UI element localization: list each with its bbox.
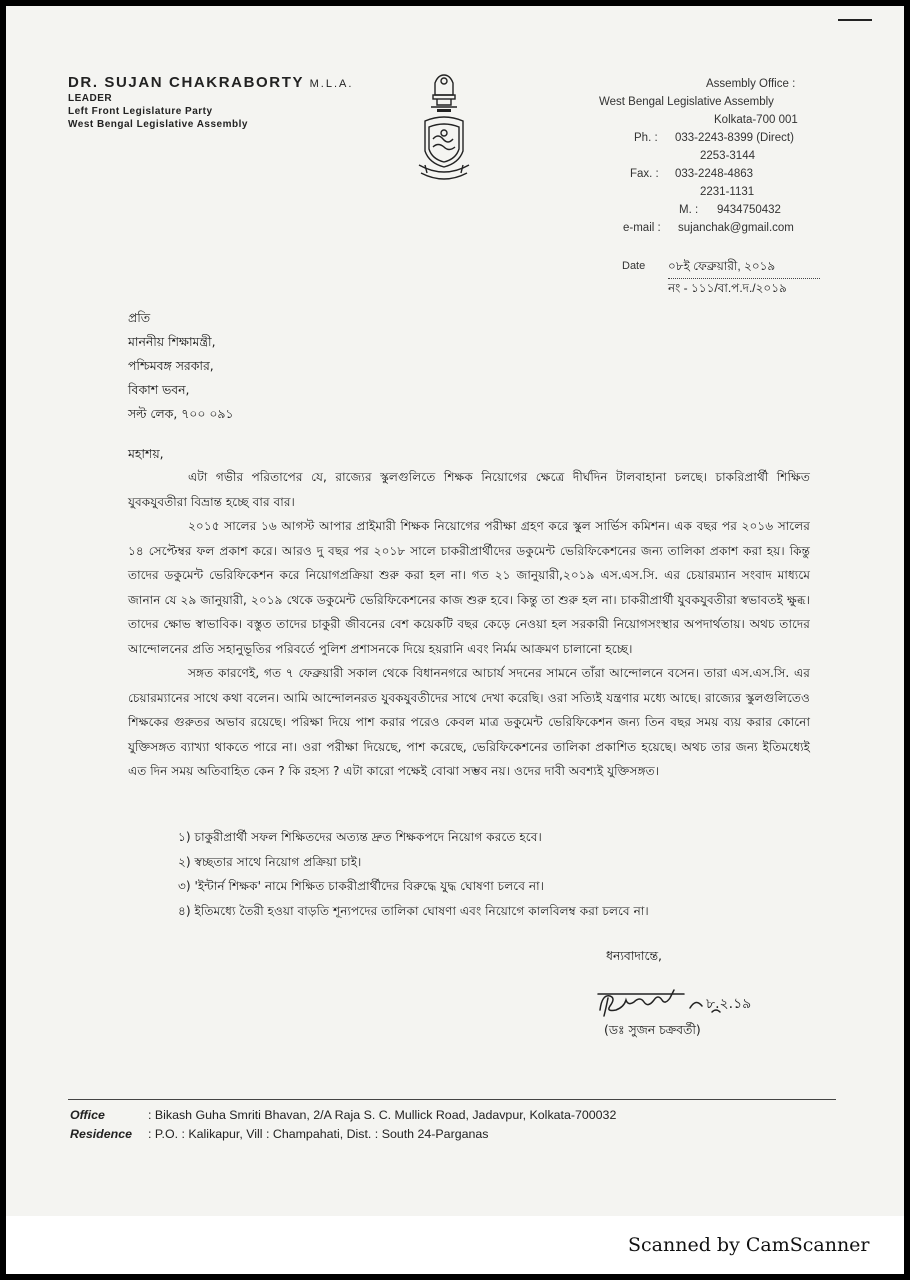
phone-label: Ph. : — [634, 132, 658, 144]
reference-number: নং - ১১১/বা.প.দ./২০১৯ — [668, 281, 787, 295]
signatory-name: (ডঃ সুজন চক্রবর্তী) — [604, 1022, 701, 1037]
letter-page — [6, 6, 904, 1274]
footer-divider — [68, 1099, 836, 1100]
fax-alt: 2231-1131 — [700, 186, 755, 198]
phone-alt: 2253-3144 — [700, 150, 755, 162]
recipient-address — [128, 306, 233, 426]
footer-residence-address: : P.O. : Kalikapur, Vill : Champahati, Dist. : South 24-Parganas — [148, 1127, 489, 1141]
camscanner-watermark: Scanned by CamScanner — [628, 1234, 870, 1256]
signature-date-text: ৮.২.১৯ — [706, 996, 752, 1012]
footer-office — [70, 1108, 616, 1122]
demand-item: ৩) 'ইন্টার্ন শিক্ষক' নামে শিক্ষিত চাকরীপ্রার্থীদের বিরুদ্ধে যুদ্ধ ঘোষণা চলবে না। — [178, 879, 545, 894]
paragraph: এটা গভীর পরিতাপের যে, রাজ্যের স্কুলগুলিতে শিক্ষক নিয়োগের ক্ষেত্রে দীর্ঘদিন টালবাহানা চলছে। চাকরিপ্রার্থী শিক্ষিত যুবকযুবতীরা বিভ্রান্ত হচ্ছে বার বার। — [128, 470, 810, 509]
address-line: মাননীয় শিক্ষামন্ত্রী, — [128, 334, 216, 349]
closing: ধন্যবাদান্তে, — [606, 948, 662, 963]
phone-direct: 033-2243-8399 (Direct) — [675, 132, 794, 144]
sender-name: DR. SUJAN CHAKRABORTY — [68, 74, 304, 91]
assembly-city: Kolkata-700 001 — [714, 114, 798, 126]
date-value: ০৮ই ফেব্রুয়ারী, ২০১৯ — [668, 258, 820, 279]
sender-party: Left Front Legislature Party — [68, 106, 213, 117]
demand-item: ১) চাকুরীপ্রার্থী সফল শিক্ষিতদের অত্যন্ত দ্রুত শিক্ষকপদে নিয়োগ করতে হবে। — [178, 830, 542, 844]
assembly-name: West Bengal Legislative Assembly — [599, 96, 774, 108]
date-label: Date — [622, 260, 646, 272]
sender-role: LEADER — [68, 93, 113, 104]
fax-primary: 033-2248-4863 — [675, 168, 754, 180]
address-line: সল্ট লেক, ৭০০ ০৯১ — [128, 406, 234, 421]
footer-residence — [70, 1127, 488, 1141]
mobile-label: M. : — [679, 204, 699, 216]
footer-residence-label: Residence — [70, 1127, 132, 1141]
letterhead-left — [68, 74, 353, 130]
date-block — [622, 259, 787, 295]
address-line: পশ্চিমবঙ্গ সরকার, — [128, 358, 214, 373]
signature-date — [706, 996, 751, 1012]
address-line: প্রতি — [128, 310, 151, 325]
fax-label: Fax. : — [630, 168, 659, 180]
demand-item: ২) স্বচ্ছতার সাথে নিয়োগ প্রক্রিয়া চাই। — [178, 854, 362, 869]
sender-assembly: West Bengal Legislative Assembly — [68, 119, 248, 130]
paragraph: সঙ্গত কারণেই, গত ৭ ফেব্রুয়ারী সকাল থেকে বিধাননগরে আচার্য সদনের সামনে তাঁরা আন্দোলনে বসেন। তারা এস.এস.সি. এর চেয়ারম্যানের সাথে কথা বলেন। আমি আন্দোলনরত যুবকযুবতীদের সাথে দেখা করেছি। ওরা সত্যিই যন্ত্রণার মধ্যে আছে। রাজ্যের স্কুলগুলিতেও শিক্ষকের গুরুতর অভাব রয়েছে। পরিক্ষা দিয়ে পাশ করার পরেও কেবল মাত্র ডকুমেন্ট ভেরিফিকেশন জন্য তিন বছর সময় ব্যয় করার কোনো যুক্তিসঙ্গত ব্যাখ্যা থাকতে পারে না। ওরা পরীক্ষা দিয়েছে, পাশ করেছে, ভেরিফিকেশনের তালিকা প্রকাশিত হয়েছে। অথচ তার জন্য ইতিমধ্যেই এত দিন সময় অতিবাহিত কেন ? কি রহস্য ? এটা কারো পক্ষেই বোঝা সম্ভব নয়। ওদের দাবী অবশ্যই যুক্তিসঙ্গত। — [128, 666, 810, 778]
demand-item: ৪) ইতিমধ্যে তৈরী হওয়া বাড়তি শূন্যপদের তালিকা ঘোষণা এবং নিয়োগে কালবিলম্ব করা চলবে না। — [178, 903, 649, 918]
office-label: Assembly Office : — [706, 78, 796, 90]
demand-list — [178, 825, 649, 923]
mobile-number: 9434750432 — [717, 204, 781, 216]
email-label: e-mail : — [623, 222, 661, 234]
address-line: বিকাশ ভবন, — [128, 382, 190, 397]
email-address: sujanchak@gmail.com — [678, 222, 794, 234]
salutation: মহাশয়, — [128, 446, 164, 461]
paragraph: ২০১৫ সালের ১৬ আগস্ট আপার প্রাইমারী শিক্ষক নিয়োগের পরীক্ষা গ্রহণ করে স্কুল সার্ভিস কমিশন। এক বছর পর ২০১৬ সালের ১৪ সেপ্টেম্বর ফল প্রকাশ করে। আরও দু বছর পর ২০১৮ সালে চাকরীপ্রার্থীদের ডকুমেন্ট ভেরিফিকেশনের জন্য তালিকা প্রকাশ করা হয়। কিন্তু তাদের ডকুমেন্ট ভেরিফিকেশন করে নিয়োগপ্রক্রিয়া শুরু করা হল না। গত ২১ জানুয়ারী,২০১৯ এস.এস.সি. এর চেয়ারম্যান সংবাদ মাধ্যমে জানান যে ২৯ জানুয়ারী, ২০১৯ থেকে ডকুমেন্ট ভেরিফিকেশনের কাজ শুরু হবে। কিন্তু তা শুরু হল না। চাকরীপ্রার্থী যুবকযুবতীরা স্বভাবতই ক্ষুব্ধ। তাদের ক্ষোভ স্বাভাবিক। বস্তুত তাদের চাকুরী জীবনের বেশ কয়েকটি বছর কেড়ে নেওয়া হল সরকারী নিয়োগসংস্থার অপদার্থতায়। অথচ তাদের আন্দোলনের প্রতি সহানুভূতির পরিবর্তে পুলিশ প্রশাসনকে দিয়ে হয়রানি এবং নির্মম আক্রমণ চালানো হচ্ছে। — [128, 519, 810, 656]
state-emblem-icon — [411, 69, 477, 193]
footer-office-address: : Bikash Guha Smriti Bhavan, 2/A Raja S. C. Mullick Road, Jadavpur, Kolkata-700032 — [148, 1108, 617, 1122]
sender-title: M.L.A. — [309, 78, 354, 90]
handwritten-signature — [594, 988, 794, 1022]
footer-office-label: Office — [70, 1108, 105, 1122]
scan-mark — [838, 19, 872, 21]
letter-body — [128, 465, 810, 784]
